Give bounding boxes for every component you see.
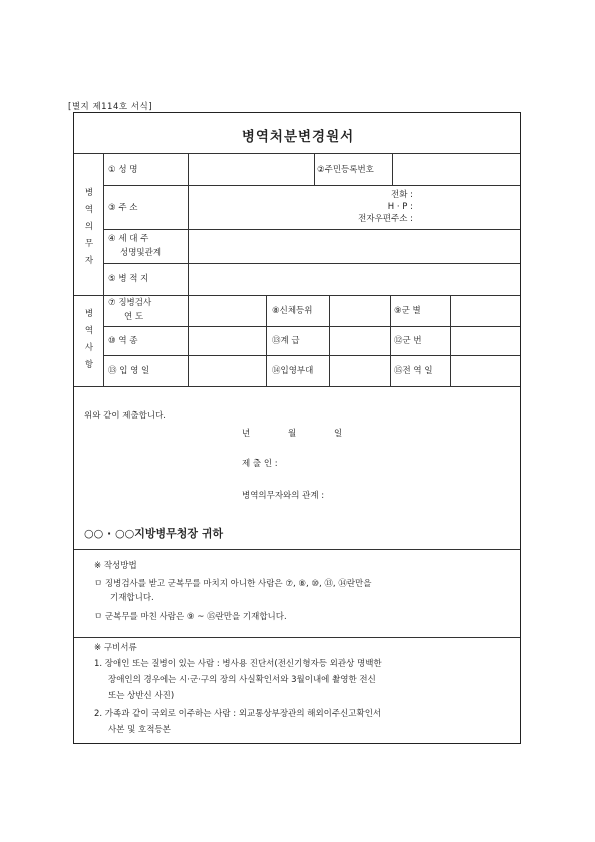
householder-label: ④ 세 대 주 xyxy=(108,234,149,244)
divider xyxy=(103,326,520,327)
exam-year-label-2: 연 도 xyxy=(124,312,144,322)
rank-label: ⑬계 급 xyxy=(272,336,300,346)
divider xyxy=(329,295,330,386)
divider xyxy=(103,263,520,264)
form-number: [별지 제114호 서식] xyxy=(68,102,153,112)
divider xyxy=(103,355,520,356)
recipient: ○○ · ○○지방병무청장 귀하 xyxy=(84,527,224,540)
domicile-label: ⑤ 병 적 지 xyxy=(108,274,149,284)
instruction-item-2: ㅁ 군복무를 마친 사람은 ⑨ ~ ⑮란만을 기재합니다. xyxy=(94,612,287,622)
section-label-obligor: 병 역 의 무 자 xyxy=(84,188,94,266)
document-item-1: 1. 장애인 또는 질병이 있는 사람 : 병사용 진단서(전신기형자등 외관상 명백한 xyxy=(94,659,382,669)
divider xyxy=(266,295,267,386)
divider xyxy=(392,153,393,185)
application-form xyxy=(73,112,521,744)
submitter-label: 제 출 인 : xyxy=(242,459,278,469)
divider xyxy=(314,153,315,185)
divider xyxy=(103,185,520,186)
submission-statement: 위와 같이 제출합니다. xyxy=(84,411,167,421)
name-label: ① 성 명 xyxy=(108,165,138,175)
date-day: 일 xyxy=(334,429,343,439)
divider xyxy=(74,386,520,387)
section-label-service: 병 역 사 항 xyxy=(84,309,94,370)
divider xyxy=(74,637,520,638)
date-year: 년 xyxy=(242,429,251,439)
divider xyxy=(74,549,520,550)
householder-relation-label: 성명및관계 xyxy=(120,248,162,258)
form-title: 병역처분변경원서 xyxy=(241,129,355,145)
divider xyxy=(103,229,520,230)
hp-label: H · P : xyxy=(387,202,413,212)
email-label: 전자우편주소 : xyxy=(358,214,413,224)
divider xyxy=(103,153,104,386)
document-item-1-cont: 장애인의 경우에는 시·군·구의 장의 사실확인서와 3월이내에 촬영한 전신 xyxy=(108,675,376,685)
enlist-unit-label: ⑭입영부대 xyxy=(272,366,314,376)
document-item-2-cont: 사본 및 호적등본 xyxy=(108,725,171,735)
phone-label: 전화 : xyxy=(391,190,413,200)
divider xyxy=(188,153,189,386)
address-label: ③ 주 소 xyxy=(108,203,138,213)
divider xyxy=(390,295,391,386)
document-item-1-cont2: 또는 상반신 사진) xyxy=(108,691,175,701)
documents-heading: ※ 구비서류 xyxy=(94,643,137,653)
military-branch-label: ⑨군 별 xyxy=(394,306,421,316)
divider xyxy=(450,295,451,386)
relation-label: 병역의무자와의 관계 : xyxy=(242,491,325,501)
transfer-date-label: ⑮전 역 일 xyxy=(394,366,433,376)
instructions-heading: ※ 작성방법 xyxy=(94,561,137,571)
divider xyxy=(74,153,520,154)
date-month: 월 xyxy=(288,429,297,439)
instruction-item-1-cont: 기재합니다. xyxy=(110,593,154,603)
exam-year-label: ⑦ 징병검사 xyxy=(108,298,152,308)
service-type-label: ⑩ 역 종 xyxy=(108,336,138,346)
instruction-item-1: ㅁ 징병검사를 받고 군복무를 마치지 아니한 사람은 ⑦, ⑧, ⑩, ⑬, ⑭란만을 xyxy=(94,579,372,589)
rrn-label: ②주민등록번호 xyxy=(317,165,374,175)
document-item-2: 2. 가족과 같이 국외로 이주하는 사람 : 외교통상부장관의 해외이주신고확인서 xyxy=(94,709,382,719)
physical-grade-label: ⑧신체등위 xyxy=(272,306,313,316)
enlist-date-label: ⑬ 입 영 일 xyxy=(108,366,150,376)
service-number-label: ⑫군 번 xyxy=(394,336,422,346)
divider xyxy=(74,295,520,296)
